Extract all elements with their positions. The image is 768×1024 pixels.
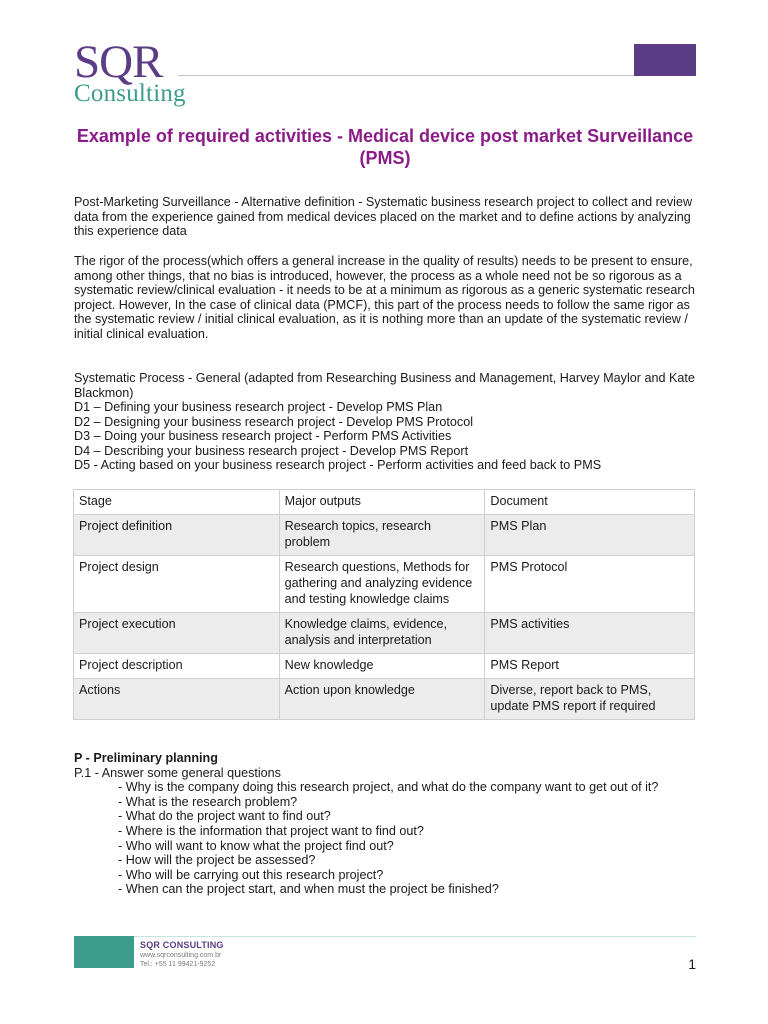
logo-sub-text: Consulting: [74, 80, 186, 107]
table-cell: Actions: [74, 679, 280, 720]
document-title: Example of required activities - Medical device post market Surveillance (PMS): [76, 126, 694, 168]
table-row: [74, 654, 695, 679]
stages-table: [73, 489, 695, 720]
process-step: D4 – Describing your business research project - Develop PMS Report: [74, 443, 469, 458]
footer-contact: [140, 940, 224, 969]
list-item: - When can the project start, and when must the project be finished?: [118, 882, 499, 897]
footer-accent-block: [74, 936, 134, 968]
table-row: [74, 613, 695, 654]
list-item: - Who will want to know what the project find out?: [118, 838, 394, 853]
planning-subheading: P.1 - Answer some general questions: [74, 765, 281, 780]
planning-heading: P - Preliminary planning: [74, 751, 218, 765]
table-header-cell: Stage: [74, 490, 280, 515]
process-intro: Systematic Process - General (adapted from Researching Business and Management, Harvey Maylor and Kate Blackmon): [74, 371, 695, 400]
table-row: [74, 515, 695, 556]
footer-company-name: SQR CONSULTING: [140, 940, 224, 950]
table-cell: Research questions, Methods for gathering and analyzing evidence and testing knowledge claims: [279, 556, 485, 613]
table-header-row: [74, 490, 695, 515]
question-list: [74, 780, 696, 897]
definition-paragraph: Post-Marketing Surveillance - Alternative definition - Systematic business research project to collect and review data from the experience gained from medical devices placed on the market and to define actions by analyzing this experience data: [74, 195, 693, 238]
table-cell: Project execution: [74, 613, 280, 654]
list-item: - Where is the information that project want to find out?: [118, 823, 424, 838]
list-item: - What do the project want to find out?: [118, 809, 331, 824]
company-logo: [74, 36, 186, 107]
process-step: D1 – Defining your business research project - Develop PMS Plan: [74, 400, 443, 414]
table-cell: PMS Report: [485, 654, 695, 679]
table-row: [74, 679, 695, 720]
header-divider: [178, 75, 634, 76]
process-step: D5 - Acting based on your business research project - Perform activities and feed back to PMS: [74, 458, 602, 472]
table-header-cell: Major outputs: [279, 490, 485, 515]
table-cell: Project description: [74, 654, 280, 679]
list-item: - How will the project be assessed?: [118, 853, 316, 868]
table-cell: Project design: [74, 556, 280, 613]
list-item: - Who will be carrying out this research project?: [118, 867, 384, 882]
table-header-cell: Document: [485, 490, 695, 515]
process-step: D3 – Doing your business research project - Perform PMS Activities: [74, 429, 452, 443]
process-step: D2 – Designing your business research project - Develop PMS Protocol: [74, 414, 473, 429]
table-cell: PMS activities: [485, 613, 695, 654]
table-cell: Diverse, report back to PMS, update PMS report if required: [485, 679, 695, 720]
table-cell: Action upon knowledge: [279, 679, 485, 720]
table-cell: New knowledge: [279, 654, 485, 679]
table-cell: Knowledge claims, evidence, analysis and interpretation: [279, 613, 485, 654]
logo-main-text: SQR: [74, 36, 163, 88]
table-cell: Research topics, research problem: [279, 515, 485, 556]
table-cell: PMS Plan: [485, 515, 695, 556]
footer-divider: [134, 936, 696, 937]
footer-phone: Tel.: +55 11 99421-9252: [140, 961, 216, 968]
process-section: [74, 371, 696, 473]
footer-website: www.sqrconsulting.com.br: [140, 952, 222, 959]
table-row: [74, 556, 695, 613]
table-cell: Project definition: [74, 515, 280, 556]
page-number: 1: [688, 956, 696, 972]
list-item: - What is the research problem?: [118, 794, 298, 809]
table-cell: PMS Protocol: [485, 556, 695, 613]
planning-section: [74, 751, 696, 897]
rigor-paragraph: The rigor of the process(which offers a general increase in the quality of results) needs to be present to ensure, among other things, that no bias is introduced, however, the process as a whole need not be so rigorous as a systematic review/clinical evaluation - it needs to be at a minimum as rigorous as a generic systematic research project. However, In the case of clinical data (PMCF), this part of the process needs to follow the same rigor as the systematic review / initial clinical evaluation, as it is nothing more than an update of the systematic review / initial clinical evaluation.: [74, 254, 695, 341]
header-accent-block: [634, 44, 696, 76]
list-item: - Why is the company doing this research project, and what do the company want to get out of it?: [118, 780, 659, 795]
